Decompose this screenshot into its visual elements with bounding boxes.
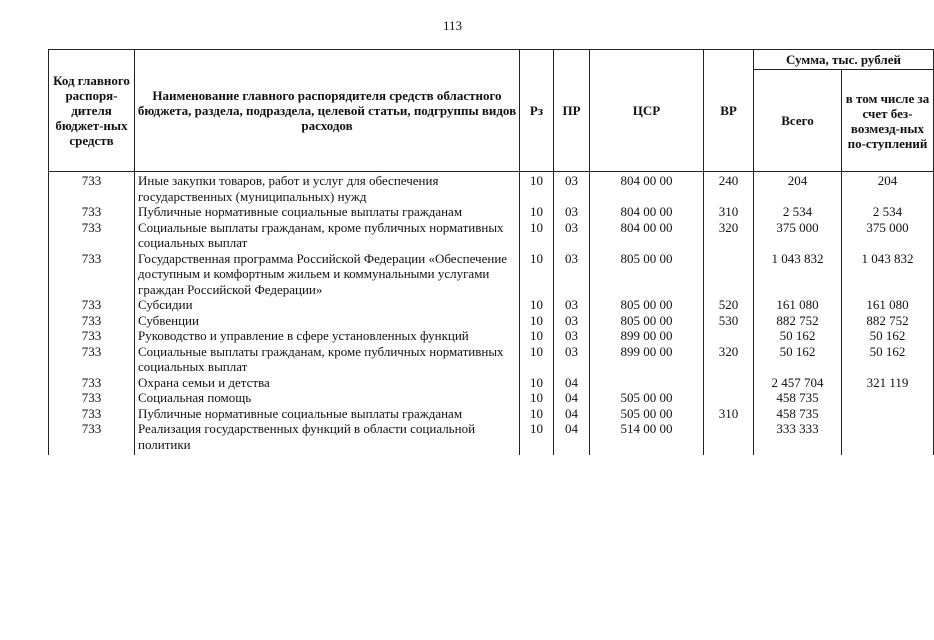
cell-grant xyxy=(842,406,934,422)
cell-csr: 804 00 00 xyxy=(590,220,704,251)
cell-rz: 10 xyxy=(520,390,554,406)
cell-vr xyxy=(704,328,754,344)
cell-code: 733 xyxy=(49,375,135,391)
cell-rz: 10 xyxy=(520,172,554,205)
cell-total: 2 534 xyxy=(754,204,842,220)
cell-pr: 03 xyxy=(554,172,590,205)
cell-csr xyxy=(590,375,704,391)
cell-grant: 161 080 xyxy=(842,297,934,313)
cell-name: Публичные нормативные социальные выплаты гражданам xyxy=(135,204,520,220)
cell-vr: 530 xyxy=(704,313,754,329)
cell-rz: 10 xyxy=(520,375,554,391)
header-name: Наименование главного распорядителя средств областного бюджета, раздела, подраздела, целевой статьи, подгруппы видов расходов xyxy=(135,50,520,172)
cell-total: 458 735 xyxy=(754,390,842,406)
cell-grant xyxy=(842,421,934,455)
cell-total: 2 457 704 xyxy=(754,375,842,391)
table-row xyxy=(49,172,934,205)
cell-csr: 805 00 00 xyxy=(590,251,704,298)
cell-csr: 805 00 00 xyxy=(590,297,704,313)
cell-name: Социальная помощь xyxy=(135,390,520,406)
cell-total: 333 333 xyxy=(754,421,842,455)
cell-pr: 04 xyxy=(554,390,590,406)
cell-vr: 520 xyxy=(704,297,754,313)
cell-code: 733 xyxy=(49,204,135,220)
cell-grant xyxy=(842,390,934,406)
cell-name: Социальные выплаты гражданам, кроме публичных нормативных социальных выплат xyxy=(135,220,520,251)
cell-csr: 804 00 00 xyxy=(590,204,704,220)
cell-name: Реализация государственных функций в области социальной политики xyxy=(135,421,520,455)
cell-total: 458 735 xyxy=(754,406,842,422)
cell-pr: 04 xyxy=(554,406,590,422)
table-row xyxy=(49,375,934,391)
table-row xyxy=(49,204,934,220)
header-pr: ПР xyxy=(554,50,590,172)
cell-total: 50 162 xyxy=(754,344,842,375)
cell-csr: 514 00 00 xyxy=(590,421,704,455)
header-total: Всего xyxy=(754,70,842,172)
cell-total: 375 000 xyxy=(754,220,842,251)
cell-rz: 10 xyxy=(520,344,554,375)
cell-pr: 03 xyxy=(554,220,590,251)
cell-rz: 10 xyxy=(520,421,554,455)
cell-grant: 321 119 xyxy=(842,375,934,391)
cell-pr: 03 xyxy=(554,344,590,375)
header-sum-group: Сумма, тыс. рублей xyxy=(754,50,934,70)
cell-rz: 10 xyxy=(520,220,554,251)
cell-code: 733 xyxy=(49,251,135,298)
cell-pr: 04 xyxy=(554,421,590,455)
cell-rz: 10 xyxy=(520,406,554,422)
header-grant: в том числе за счет без-возмезд-ных по-ступлений xyxy=(842,70,934,172)
cell-csr: 805 00 00 xyxy=(590,313,704,329)
cell-name: Иные закупки товаров, работ и услуг для обеспечения государственных (муниципальных) нужд xyxy=(135,172,520,205)
cell-rz: 10 xyxy=(520,297,554,313)
header-rz: Рз xyxy=(520,50,554,172)
cell-csr: 899 00 00 xyxy=(590,344,704,375)
cell-code: 733 xyxy=(49,406,135,422)
cell-pr: 04 xyxy=(554,375,590,391)
header-vr: ВР xyxy=(704,50,754,172)
cell-total: 161 080 xyxy=(754,297,842,313)
cell-code: 733 xyxy=(49,313,135,329)
page-number: 113 xyxy=(442,18,463,33)
cell-code: 733 xyxy=(49,328,135,344)
table-row xyxy=(49,406,934,422)
cell-csr: 505 00 00 xyxy=(590,390,704,406)
cell-csr: 505 00 00 xyxy=(590,406,704,422)
table-row xyxy=(49,421,934,455)
cell-code: 733 xyxy=(49,344,135,375)
cell-code: 733 xyxy=(49,172,135,205)
table-row xyxy=(49,328,934,344)
cell-vr xyxy=(704,375,754,391)
cell-vr xyxy=(704,421,754,455)
cell-csr: 804 00 00 xyxy=(590,172,704,205)
cell-pr: 03 xyxy=(554,313,590,329)
cell-name: Охрана семьи и детства xyxy=(135,375,520,391)
cell-name: Субсидии xyxy=(135,297,520,313)
header-code: Код главного распоря-дителя бюджет-ных средств xyxy=(49,50,135,172)
header-csr: ЦСР xyxy=(590,50,704,172)
cell-vr: 320 xyxy=(704,220,754,251)
cell-vr: 240 xyxy=(704,172,754,205)
cell-total: 882 752 xyxy=(754,313,842,329)
cell-name: Публичные нормативные социальные выплаты гражданам xyxy=(135,406,520,422)
cell-rz: 10 xyxy=(520,204,554,220)
budget-table xyxy=(48,49,934,455)
cell-name: Субвенции xyxy=(135,313,520,329)
cell-csr: 899 00 00 xyxy=(590,328,704,344)
cell-pr: 03 xyxy=(554,328,590,344)
cell-rz: 10 xyxy=(520,328,554,344)
cell-grant: 204 xyxy=(842,172,934,205)
table-body xyxy=(49,172,934,456)
cell-grant: 2 534 xyxy=(842,204,934,220)
cell-grant: 882 752 xyxy=(842,313,934,329)
cell-total: 1 043 832 xyxy=(754,251,842,298)
cell-code: 733 xyxy=(49,390,135,406)
cell-pr: 03 xyxy=(554,204,590,220)
cell-code: 733 xyxy=(49,421,135,455)
cell-name: Государственная программа Российской Федерации «Обеспечение доступным и комфортным жильем и коммунальными услугами граждан Российской Федерации» xyxy=(135,251,520,298)
table-header xyxy=(49,50,934,172)
cell-pr: 03 xyxy=(554,251,590,298)
cell-grant: 50 162 xyxy=(842,328,934,344)
cell-vr xyxy=(704,251,754,298)
cell-code: 733 xyxy=(49,297,135,313)
cell-vr: 310 xyxy=(704,204,754,220)
table-row xyxy=(49,313,934,329)
cell-grant: 50 162 xyxy=(842,344,934,375)
cell-total: 50 162 xyxy=(754,328,842,344)
table-row xyxy=(49,344,934,375)
cell-total: 204 xyxy=(754,172,842,205)
cell-pr: 03 xyxy=(554,297,590,313)
cell-grant: 375 000 xyxy=(842,220,934,251)
cell-name: Социальные выплаты гражданам, кроме публичных нормативных социальных выплат xyxy=(135,344,520,375)
table-row xyxy=(49,251,934,298)
cell-rz: 10 xyxy=(520,313,554,329)
table-row xyxy=(49,297,934,313)
cell-rz: 10 xyxy=(520,251,554,298)
table-row xyxy=(49,390,934,406)
cell-code: 733 xyxy=(49,220,135,251)
cell-name: Руководство и управление в сфере установленных функций xyxy=(135,328,520,344)
cell-vr: 320 xyxy=(704,344,754,375)
cell-grant: 1 043 832 xyxy=(842,251,934,298)
table-row xyxy=(49,220,934,251)
cell-vr xyxy=(704,390,754,406)
cell-vr: 310 xyxy=(704,406,754,422)
